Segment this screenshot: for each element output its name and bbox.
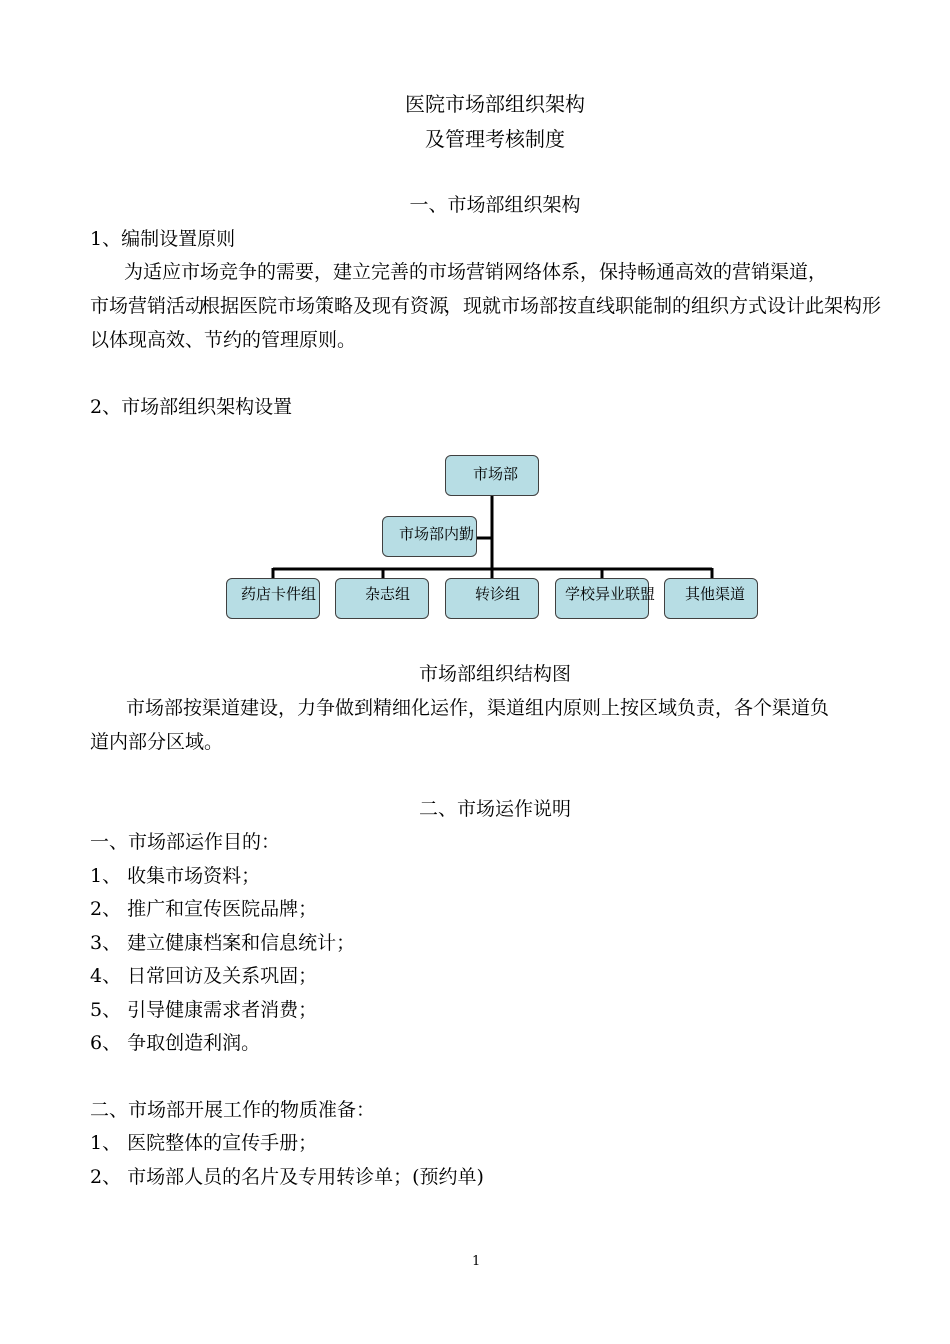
org-node-assistant: 市场部内勤 bbox=[382, 516, 477, 557]
para1-line2-start: 市场营销活动 bbox=[90, 295, 205, 317]
org-node-group-5: 其他渠道 bbox=[664, 578, 758, 619]
goal-item: 5、 引导健康需求者消费； bbox=[90, 999, 318, 1021]
org-node-group-4: 学校异业联盟 bbox=[555, 578, 649, 619]
material-item: 2、 市场部人员的名片及专用转诊单；(预约单) bbox=[90, 1166, 484, 1188]
para1-line2-overlap: 根据医院市场策略及现有资源 bbox=[201, 295, 449, 317]
para2-line1: 市场部按渠道建设，力争做到精细化运作，渠道组内原则上按区域负责，各个渠道负 bbox=[126, 697, 830, 719]
para1-line1: 为适应市场竞争的需要，建立完善的市场营销网络体系，保持畅通高效的营销渠道， bbox=[124, 261, 828, 283]
org-node-group-2: 杂志组 bbox=[335, 578, 429, 619]
goal-item: 2、 推广和宣传医院品牌； bbox=[90, 898, 318, 920]
goals-subheading: 一、市场部运作目的： bbox=[90, 831, 281, 853]
document-title-line2: 及管理考核制度 bbox=[425, 127, 565, 151]
item2-title: 2、市场部组织架构设置 bbox=[90, 396, 293, 418]
org-node-group-1: 药店卡件组 bbox=[226, 578, 320, 619]
para1-line2-end: ，现就市场部按直线职能制的组织方式设计此架构形 bbox=[444, 295, 882, 317]
page-number: 1 bbox=[472, 1254, 481, 1269]
org-node-group-3: 转诊组 bbox=[445, 578, 539, 619]
item1-title: 1、编制设置原则 bbox=[90, 228, 236, 250]
goal-item: 1、 收集市场资料； bbox=[90, 865, 261, 887]
materials-subheading: 二、市场部开展工作的物质准备： bbox=[90, 1099, 376, 1121]
section1-heading: 一、市场部组织架构 bbox=[409, 194, 581, 216]
material-item: 1、 医院整体的宣传手册； bbox=[90, 1132, 318, 1154]
goal-item: 6、 争取创造利润。 bbox=[90, 1032, 261, 1054]
para1-line3: 以体现高效、节约的管理原则。 bbox=[90, 329, 357, 351]
document-title-line1: 医院市场部组织架构 bbox=[405, 92, 585, 116]
section2-heading: 二、市场运作说明 bbox=[418, 798, 571, 820]
goal-item: 4、 日常回访及关系巩固； bbox=[90, 965, 318, 987]
chart-caption: 市场部组织结构图 bbox=[418, 663, 571, 685]
org-node-root: 市场部 bbox=[445, 455, 539, 496]
para2-line2: 道内部分区域。 bbox=[90, 731, 224, 753]
goal-item: 3、 建立健康档案和信息统计； bbox=[90, 932, 356, 954]
